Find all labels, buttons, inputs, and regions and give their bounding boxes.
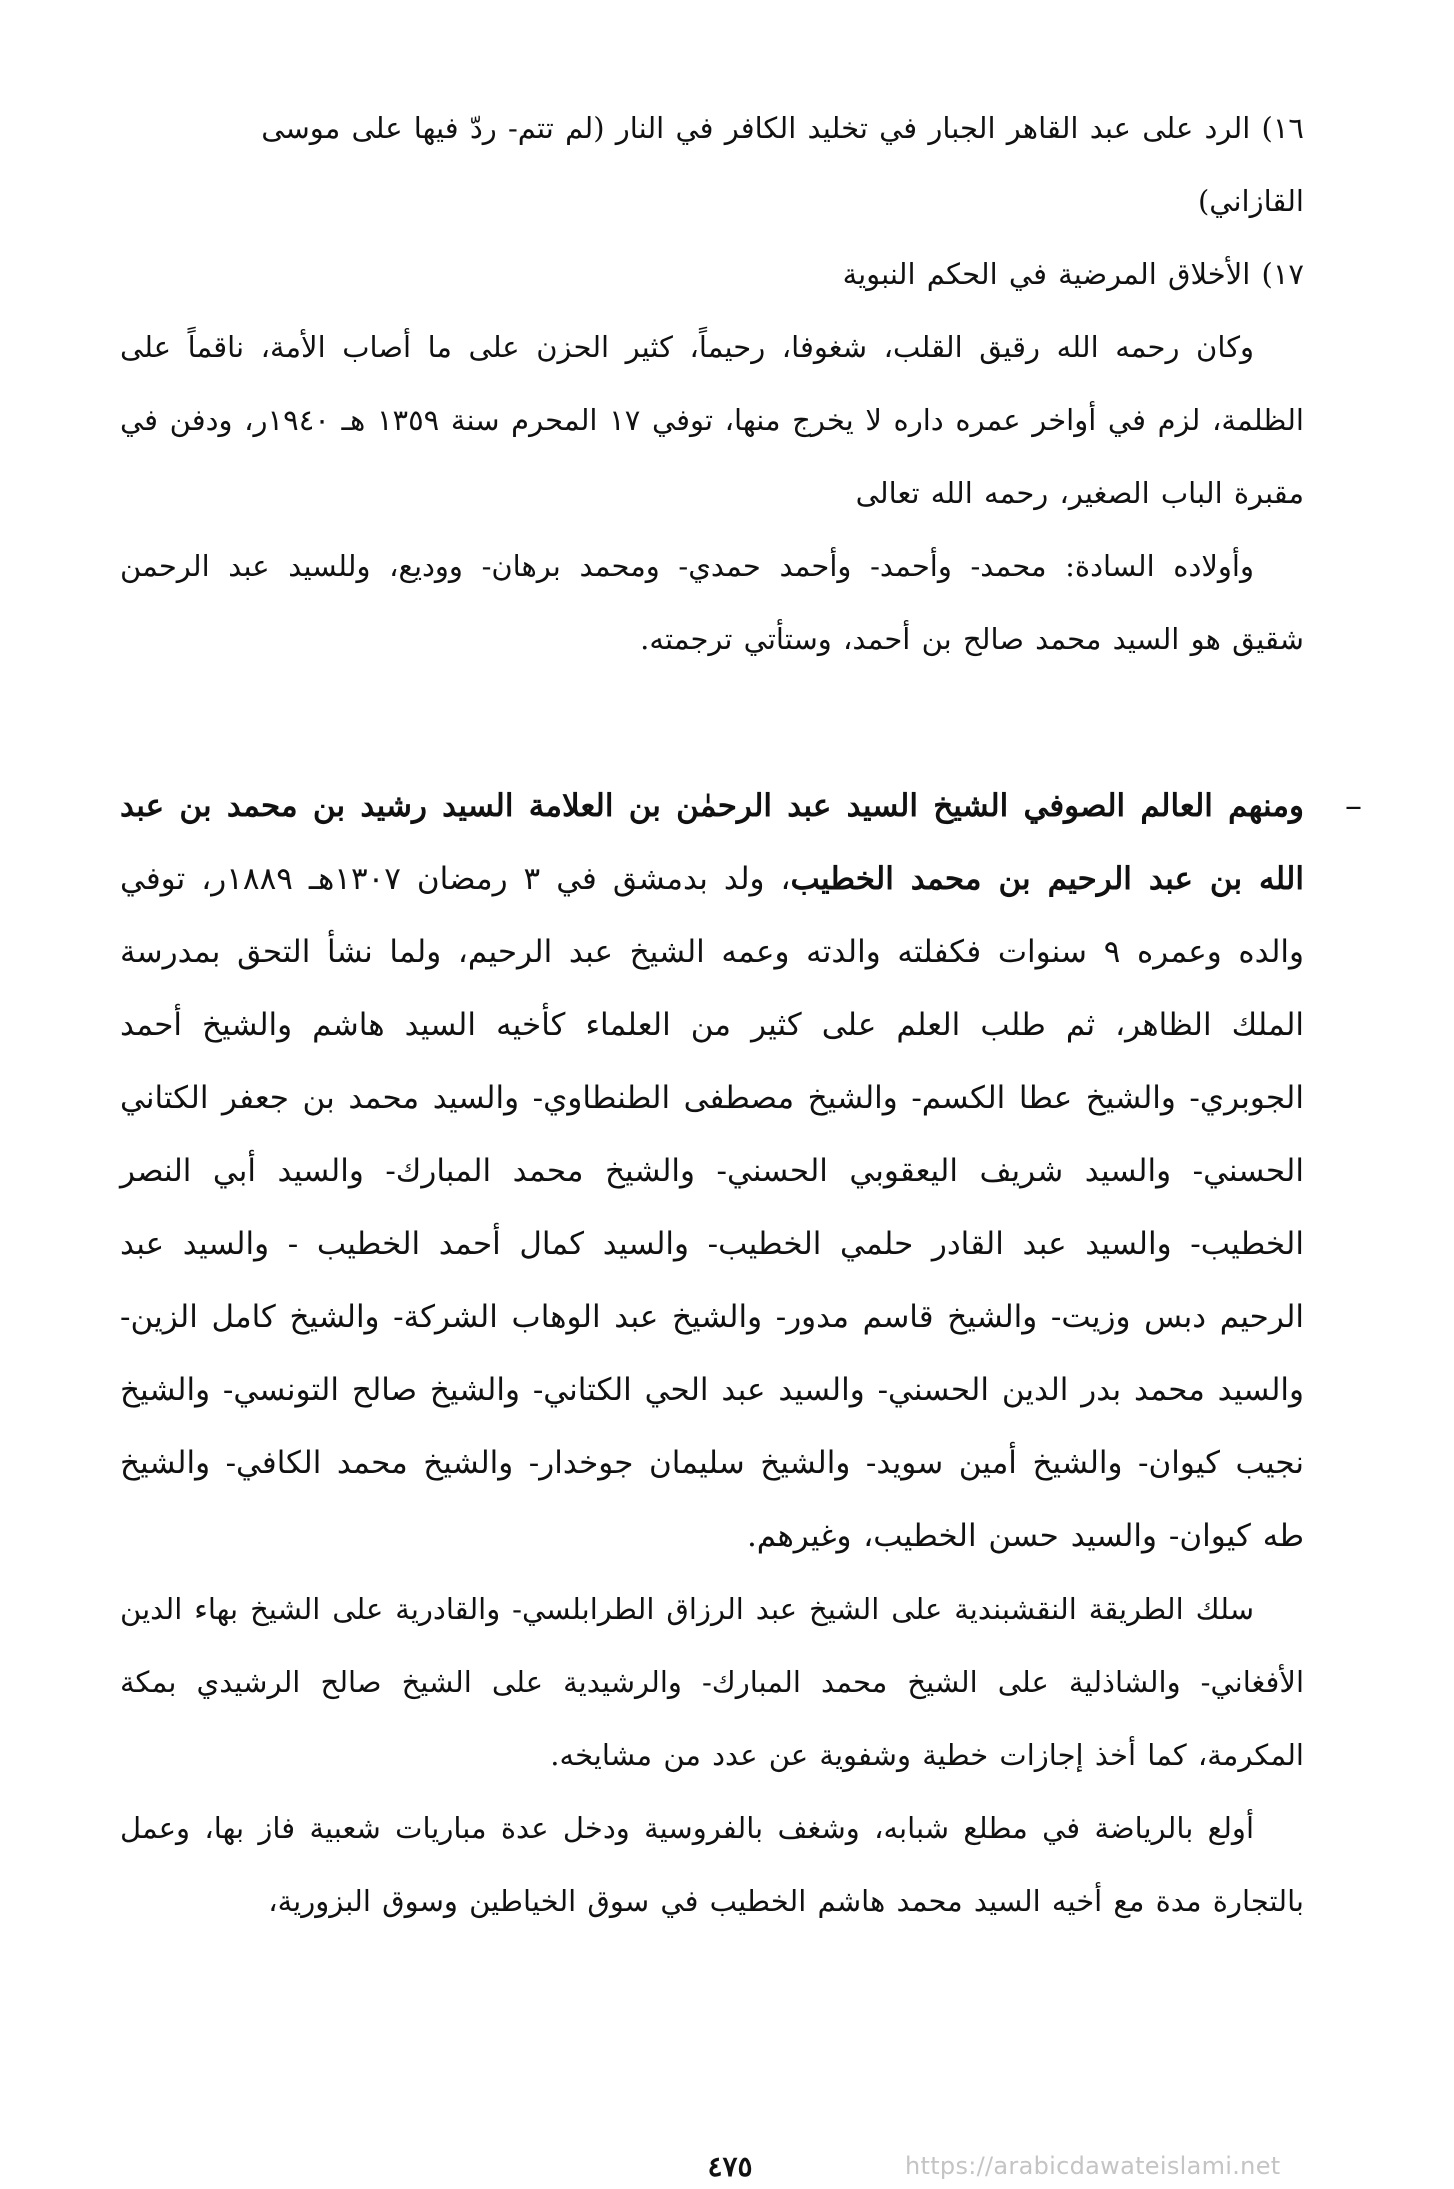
biography-name: ومنهم العالم الصوفي الشيخ السيد عبد الرحمٰن بن العلامة السيد رشيد بن محمد بن عبد الله بن عبد الرحيم بن محمد الخطيب bbox=[120, 788, 1304, 897]
paragraph-sports-trade: أولع بالرياضة في مطلع شبابه، وشغف بالفروسية ودخل عدة مباريات شعبية فاز بها، وعمل بالتجارة مدة مع أخيه السيد محمد هاشم الخطيب في سوق الخياطين وسوق البزورية، bbox=[120, 1811, 1304, 1918]
biography-text: ، ولد بدمشق في ٣ رمضان ١٣٠٧هـ ١٨٨٩ر، توفي والده وعمره ٩ سنوات فكفلته والدته وعمه الشيخ عبد الرحيم، ولما نشأ التحق بمدرسة الملك الظاهر، ثم طلب العلم على كثير من العلماء كأخيه السيد هاشم والشيخ أحمد الجوبري- والشيخ عطا الكسم- والشيخ مصطفى الطنطاوي- والسيد محمد بن جعفر الكتاني الحسني- والسيد شريف اليعقوبي الحسني- والشيخ محمد المبارك- والسيد أبي النصر الخطيب- والسيد عبد القادر حلمي الخطيب- والسيد كمال أحمد الخطيب - والسيد عبد الرحيم دبس وزيت- والشيخ قاسم مدور- والشيخ عبد الوهاب الشركة- والشيخ كامل الزين- والسيد محمد بدر الدين الحسني- والسيد عبد الحي الكتاني- والشيخ صالح التونسي- والشيخ نجيب كيوان- والشيخ أمين سويد- والشيخ سليمان جوخدار- والشيخ محمد الكافي- والشيخ طه كيوان- والسيد حسن الخطيب، وغيرهم. bbox=[120, 861, 1305, 1554]
paragraph-children: وأولاده السادة: محمد- وأحمد- وأحمد حمدي- ومحمد برهان- ووديع، وللسيد عبد الرحمن شقيق هو السيد محمد صالح بن أحمد، وستأتي ترجمته. bbox=[120, 549, 1304, 656]
item-16-line-1: ١٦) الرد على عبد القاهر الجبار في تخليد الكافر في النار (لم تتم- ردّ فيها على موسى bbox=[261, 111, 1304, 145]
item-17: ١٧) الأخلاق المرضية في الحكم النبوية bbox=[842, 257, 1304, 291]
item-16 bbox=[120, 92, 1304, 238]
page-number: ٤٧٥ bbox=[707, 2150, 753, 2183]
paragraph-sufi-orders: سلك الطريقة النقشبندية على الشيخ عبد الرزاق الطرابلسي- والقادرية على الشيخ بهاء الدين الأفغاني- والشاذلية على الشيخ محمد المبارك- والرشيدية على الشيخ صالح الرشيدي بمكة المكرمة، كما أخذ إجازات خطية وشفوية عن عدد من مشايخه. bbox=[120, 1592, 1304, 1772]
source-watermark: https://arabicdawateislami.net bbox=[905, 2152, 1281, 2180]
list-marker: – bbox=[1345, 786, 1362, 826]
item-16-line-2: القازاني) bbox=[1197, 184, 1304, 218]
paragraph-death-note: وكان رحمه الله رقيق القلب، شغوفا، رحيماً، كثير الحزن على ما أصاب الأمة، ناقماً على الظلمة، لزم في أواخر عمره داره لا يخرج منها، توفي ١٧ المحرم سنة ١٣٥٩ هـ ١٩٤٠ر، ودفن في مقبرة الباب الصغير، رحمه الله تعالى bbox=[120, 330, 1304, 510]
biography-paragraph bbox=[120, 770, 1304, 1573]
